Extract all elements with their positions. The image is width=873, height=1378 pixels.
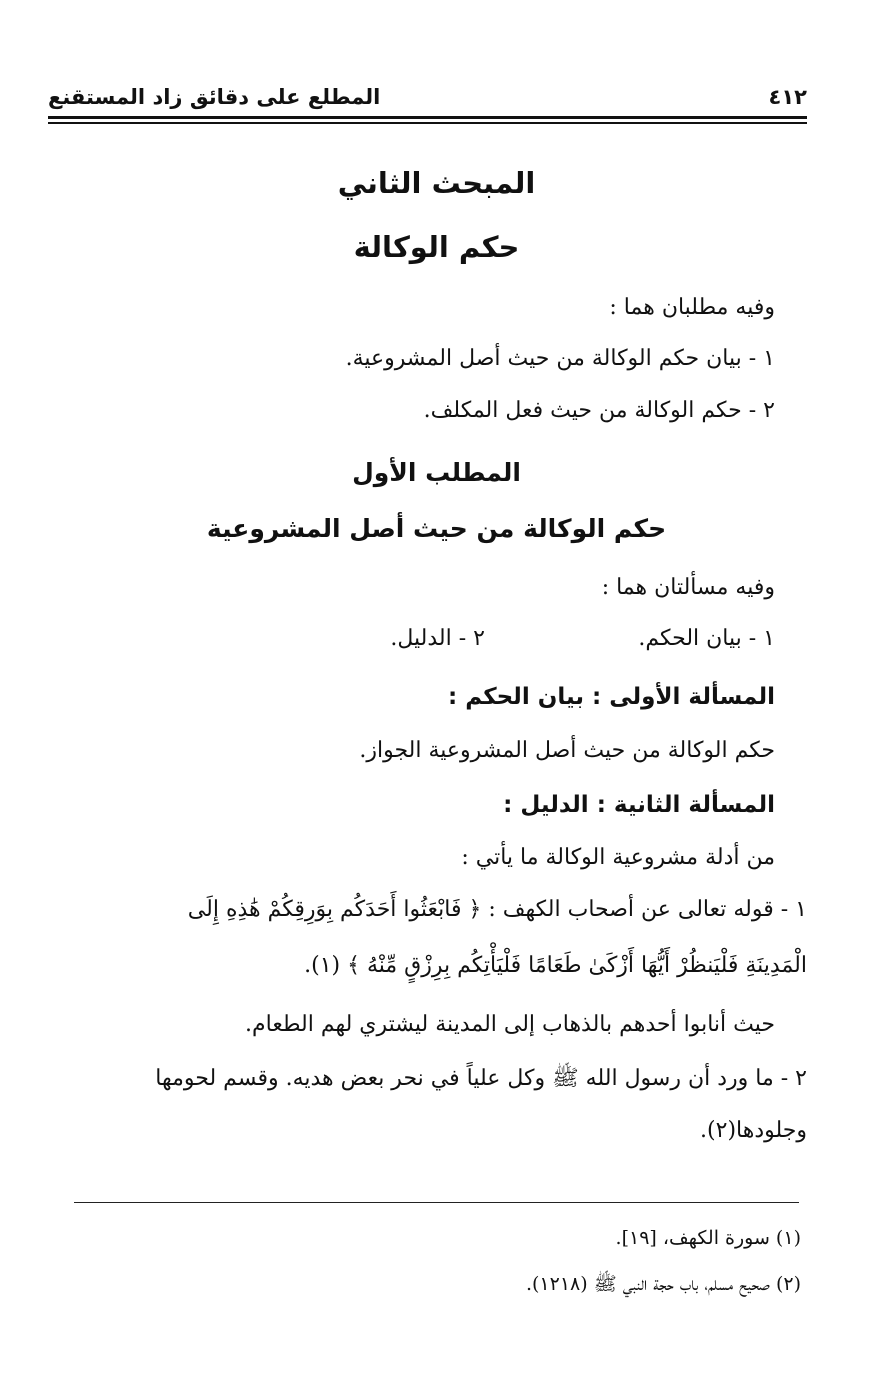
issue-1-heading: المسألة الأولى : بيان الحكم : [447, 684, 775, 710]
issue-2-heading: المسألة الثانية : الدليل : [503, 792, 775, 818]
book-title: المطلع على دقائق زاد المستقنع [48, 85, 381, 109]
evidence-1-line-1: ١ - قوله تعالى عن أصحاب الكهف : ﴿ فَابْعَثُوا أَحَدَكُم بِوَرِقِكُمْ هَٰذِهِ إِلَى [187, 897, 807, 922]
header-rule-thick [48, 116, 807, 119]
footnote-1: (١) سورة الكهف، [١٩]. [615, 1227, 801, 1249]
evidence-1-explanation: حيث أنابوا أحدهم بالذهاب إلى المدينة ليشتري لهم الطعام. [245, 1012, 775, 1037]
page-number: ٤١٢ [768, 85, 807, 109]
evidence-1-line-2: الْمَدِينَةِ فَلْيَنظُرْ أَيُّهَا أَزْكَىٰ طَعَامًا فَلْيَأْتِكُم بِرِزْقٍ مِّنْهُ ﴾ (١). [304, 953, 807, 978]
section-heading: المبحث الثاني [337, 166, 536, 200]
section-subheading: حكم الوكالة [353, 230, 520, 264]
footnote-2: (٢) صحيح مسلم، باب حجة النبي ﷺ (١٢١٨). [525, 1273, 801, 1295]
section-item-1: ١ - بيان حكم الوكالة من حيث أصل المشروعية. [345, 346, 775, 371]
subsection-subheading: حكم الوكالة من حيث أصل المشروعية [206, 514, 667, 543]
subsection-heading: المطلب الأول [352, 458, 521, 487]
subsection-item-2: ٢ - الدليل. [390, 626, 485, 651]
evidence-2-line-1: ٢ - ما ورد أن رسول الله ﷺ وكل علياً في نحر بعض هديه. وقسم لحومها [155, 1066, 807, 1091]
footnote-separator [74, 1202, 799, 1203]
issue-1-text: حكم الوكالة من حيث أصل المشروعية الجواز. [359, 738, 775, 763]
subsection-intro: وفيه مسألتان هما : [601, 575, 775, 600]
evidence-2-line-2: وجلودها(٢). [700, 1118, 807, 1143]
issue-2-intro: من أدلة مشروعية الوكالة ما يأتي : [461, 845, 775, 870]
section-intro: وفيه مطلبان هما : [609, 295, 775, 320]
subsection-items [48, 626, 775, 651]
section-item-2: ٢ - حكم الوكالة من حيث فعل المكلف. [423, 398, 775, 423]
subsection-item-1: ١ - بيان الحكم. [638, 626, 775, 651]
header-rule-thin [48, 122, 807, 124]
running-header [48, 80, 807, 114]
